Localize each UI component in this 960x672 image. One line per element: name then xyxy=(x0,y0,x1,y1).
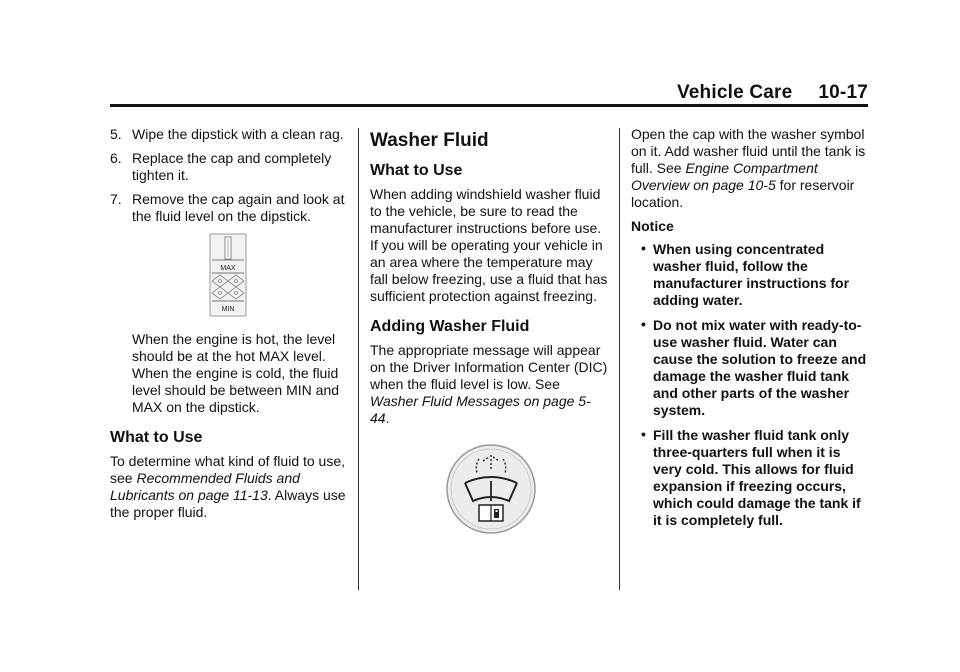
step-number: 7. xyxy=(110,191,122,207)
dipstick-max-label: MAX xyxy=(220,265,236,272)
section-title: Vehicle Care xyxy=(676,82,793,103)
column-middle xyxy=(370,130,610,535)
notice-item: • When using concentrated washer fluid, follow the manufacturer instructions for adding water. xyxy=(631,241,869,309)
step-number: 6. xyxy=(110,150,122,166)
text-run: for reservoir location. xyxy=(631,177,855,210)
column-left xyxy=(110,126,350,528)
text-run: . xyxy=(385,410,390,426)
column-divider xyxy=(358,128,359,590)
step-5 xyxy=(110,126,350,143)
hot-cold-paragraph: When the engine is hot, the level should be at the hot MAX level. When the engine is cold, the fluid level should be between MIN and MAX on the dipstick. xyxy=(132,331,340,415)
what-to-use-heading: What to Use xyxy=(110,429,203,446)
notice-item: • Fill the washer fluid tank only three-quarters full when it is very cold. This allows for fluid expansion if freezing occurs, which could damage the tank if it is completely full. xyxy=(631,427,869,529)
step-text: Remove the cap again and look at the fluid level on the dipstick. xyxy=(132,191,345,224)
step-6 xyxy=(110,150,350,184)
column-right xyxy=(631,126,869,537)
section-heading: Washer Fluid xyxy=(370,130,489,151)
text-run: . Always use the proper fluid. xyxy=(110,487,346,520)
what-to-use-paragraph: When adding windshield washer fluid to the vehicle, be sure to read the manufacturer instructions before use. If you will be operating your vehicle in an area where the temperature may fall below freezing, use a fluid that has sufficient protection against freezing. xyxy=(370,186,608,304)
step-number: 5. xyxy=(110,126,122,142)
dipstick-illustration xyxy=(208,233,248,317)
step-7 xyxy=(110,191,350,225)
manual-book-icon xyxy=(479,505,503,521)
adding-paragraph xyxy=(370,342,610,427)
washer-fluid-icon xyxy=(445,443,537,535)
notice-item: • Do not mix water with ready-to-use washer fluid. Water can cause the solution to freeze and damage the washer fluid tank and other parts of the washer system. xyxy=(631,317,869,419)
adding-washer-fluid-heading: Adding Washer Fluid xyxy=(370,318,530,335)
step-text: Replace the cap and completely tighten it. xyxy=(132,150,332,183)
header-rule xyxy=(110,104,868,107)
what-to-use-paragraph xyxy=(110,453,350,521)
notice-list xyxy=(631,241,869,529)
text-run: Open the cap with the washer symbol on it. Add washer fluid until the tank is full. See xyxy=(631,126,866,176)
cross-reference-link[interactable]: Engine Compartment Overview on page 10-5 xyxy=(631,160,818,193)
dipstick-min-label: MIN xyxy=(221,306,235,313)
what-to-use-heading: What to Use xyxy=(370,162,463,179)
cross-reference-link[interactable]: Washer Fluid Messages on page 5-44 xyxy=(370,393,591,426)
open-cap-paragraph xyxy=(631,126,869,211)
text-run: The appropriate message will appear on the Driver Information Center (DIC) when the fluid level is low. See xyxy=(370,342,608,392)
text-run: To determine what kind of fluid to use, see xyxy=(110,453,346,486)
column-divider xyxy=(619,128,620,590)
page-header xyxy=(110,82,868,104)
step-text: Wipe the dipstick with a clean rag. xyxy=(132,126,344,142)
page-number: 10-17 xyxy=(818,82,868,103)
notice-label: Notice xyxy=(631,218,674,234)
cross-reference-link[interactable]: Recommended Fluids and Lubricants on page 11-13 xyxy=(110,470,300,503)
